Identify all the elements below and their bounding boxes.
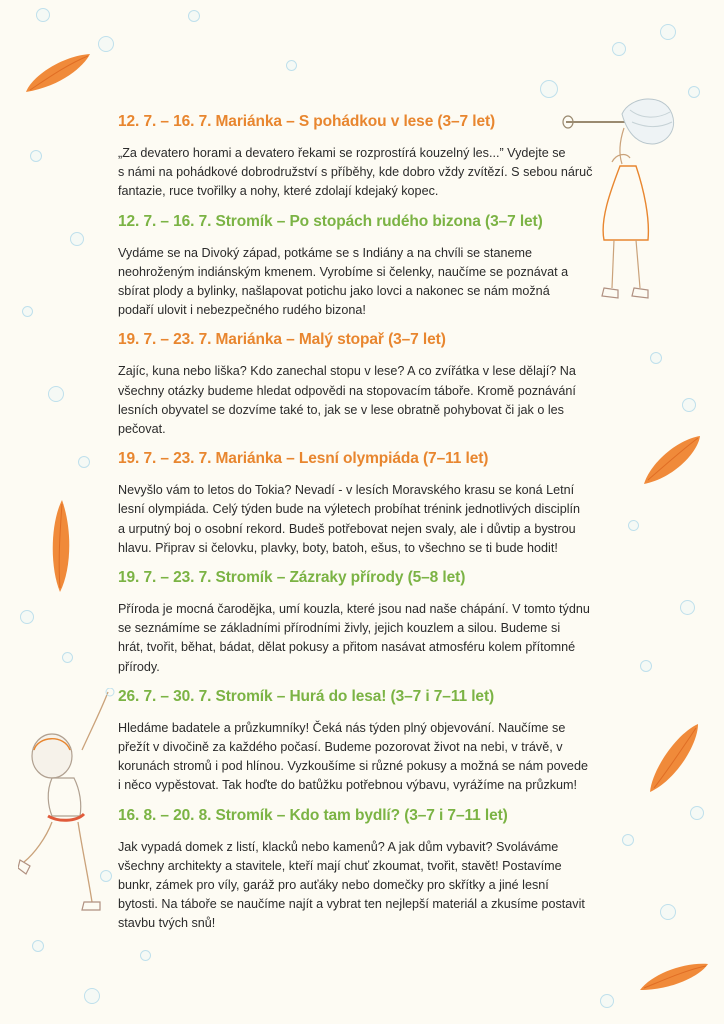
bubble-icon bbox=[640, 660, 652, 672]
camp-heading: 12. 7. – 16. 7. Mariánka – S pohádkou v lese (3–7 let) bbox=[118, 113, 496, 130]
bubble-icon bbox=[540, 80, 558, 98]
bubble-icon bbox=[36, 8, 50, 22]
petal-icon bbox=[646, 720, 702, 796]
bubble-icon bbox=[660, 24, 676, 40]
bubble-icon bbox=[622, 834, 634, 846]
bubble-icon bbox=[62, 652, 73, 663]
bubble-icon bbox=[140, 950, 151, 961]
camp-description: Nevyšlo vám to letos do Tokia? Nevadí - v lesích Moravského krasu se koná Letní lesní olympiáda. Celý týden bude na výletech probíhat trénink jednotlivých disciplín a urputný boj o osobní rekord. Budeš potřebovat nejen svaly, ale i důvtip a bystrou hlavu. Připrav si čelovku, plavky, boty, batoh, ešus, to všechno se ti bude hodit! bbox=[118, 483, 581, 555]
bubble-icon bbox=[660, 904, 676, 920]
bubble-icon bbox=[100, 870, 112, 882]
camp-heading: 16. 8. – 20. 8. Stromík – Kdo tam bydlí? (3–7 i 7–11 let) bbox=[118, 806, 508, 824]
bubble-icon bbox=[690, 806, 704, 820]
bubble-icon bbox=[286, 60, 297, 71]
camp-heading: 19. 7. – 23. 7. Stromík – Zázraky přírody (5–8 let) bbox=[118, 569, 466, 587]
bubble-icon bbox=[70, 232, 84, 246]
bubble-icon bbox=[48, 386, 64, 402]
camp-section bbox=[118, 568, 606, 677]
camp-list bbox=[118, 112, 606, 934]
petal-icon bbox=[46, 498, 74, 594]
bubble-icon bbox=[612, 42, 626, 56]
bubble-icon bbox=[22, 306, 33, 317]
bubble-icon bbox=[20, 610, 34, 624]
camp-heading: 26. 7. – 30. 7. Stromík – Hurá do lesa! (3–7 i 7–11 let) bbox=[118, 687, 495, 705]
bubble-icon bbox=[188, 10, 200, 22]
camp-description: Vydáme se na Divoký západ, potkáme se s Indiány a na chvíli se staneme neohroženým indiánským kmenem. Vyrobíme si čelenky, naučíme se poznávat a sbírat plody a bylinky, našlapovat potichu jako lovci a nakonec se nám možná podaří ulovit i nebezpečného rudého bizona! bbox=[118, 245, 569, 318]
bubble-icon bbox=[98, 36, 114, 52]
camp-description: Zajíc, kuna nebo liška? Kdo zanechal stopu v lese? A co zvířátka v lese dělají? Na všechny otázky budeme hledat odpovědi na stopovacím táboře. Kromě poznávání lesních obyvatel se dozvíme také to, jak se v lese obratně pohybovat či jak o les pečovat. bbox=[118, 364, 576, 437]
girl-reaching-illustration bbox=[18, 688, 118, 916]
bubble-icon bbox=[680, 600, 695, 615]
bubble-icon bbox=[682, 398, 696, 412]
camp-section bbox=[118, 212, 606, 321]
bubble-icon bbox=[688, 86, 700, 98]
camp-section bbox=[118, 112, 606, 202]
camp-section bbox=[118, 806, 606, 934]
bubble-icon bbox=[628, 520, 639, 531]
camp-heading: 19. 7. – 23. 7. Mariánka – Malý stopař (3–7 let) bbox=[118, 331, 446, 349]
bubble-icon bbox=[32, 940, 44, 952]
camp-description: „Za devatero horami a devatero řekami se rozprostírá kouzelný les...” Vydejte se s námi na pohádkové dobrodružství s příběhy, kde dobro vždy zvítězí. S sebou náruč fantazie, ruce tvořilky a nohy, které zdolají kdejaký kopec. bbox=[118, 146, 593, 199]
bubble-icon bbox=[84, 988, 100, 1004]
bubble-icon bbox=[650, 352, 662, 364]
bubble-icon bbox=[78, 456, 90, 468]
camp-section bbox=[118, 449, 606, 558]
camp-description: Jak vypadá domek z listí, klacků nebo kamenů? A jak dům vybavit? Svoláváme všechny architekty a stavitele, kteří mají chuť zkoumat, tvořit, stavět! Postavíme bunkr, zámek pro víly, garáž pro auťáky nebo domečky pro skřítky a jiné lesní bytosti. Na táboře se naučíme najít a vybrat ten nejlepší materiál a zkusíme postavit stavbu tvých snů! bbox=[118, 839, 585, 931]
camp-description: Příroda je mocná čarodějka, umí kouzla, které jsou nad naše chápání. V tomto týdnu se seznámíme se základními přírodními živly, jejich kouzlem a silou. Budeme si hrát, tvořit, běhat, bádat, dělat pokusy a přitom nasávat atmosféru kolem přítomné přírody. bbox=[118, 602, 590, 674]
camp-section bbox=[118, 330, 606, 439]
camp-heading: 12. 7. – 16. 7. Stromík – Po stopách rudého bizona (3–7 let) bbox=[118, 212, 543, 230]
camp-description: Hledáme badatele a průzkumníky! Čeká nás týden plný objevování. Naučíme se přežít v divočině za každého počasí. Budeme pozorovat život na nebi, v trávě, v korunách stromů i pod hlínou. Vyzkoušíme si různé pokusy a možná se nám povede i něco vypěstovat. Tak hoďte do batůžku potřebnou výbavu, vyrážíme na průzkum! bbox=[118, 720, 588, 793]
bubble-icon bbox=[600, 994, 614, 1008]
petal-icon bbox=[638, 960, 710, 994]
petal-icon bbox=[640, 434, 704, 488]
camp-section bbox=[118, 687, 606, 796]
petal-icon bbox=[22, 50, 94, 96]
bubble-icon bbox=[30, 150, 42, 162]
camp-heading: 19. 7. – 23. 7. Mariánka – Lesní olympiáda (7–11 let) bbox=[118, 450, 489, 468]
